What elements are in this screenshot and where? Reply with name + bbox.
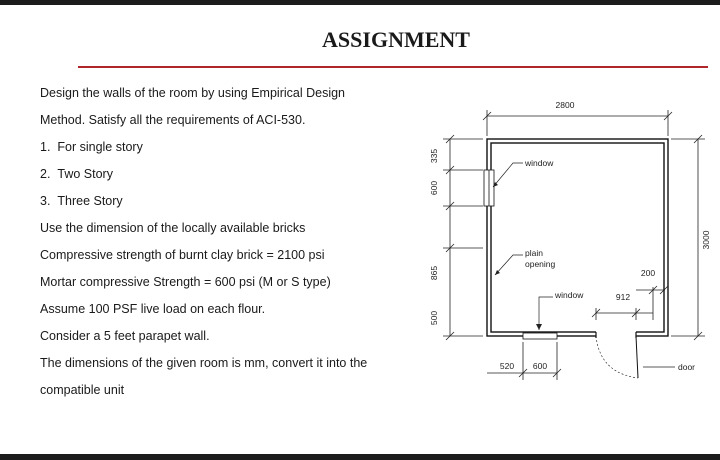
label-window-left bbox=[493, 158, 554, 187]
label-plain-opening bbox=[495, 248, 556, 275]
left-window bbox=[484, 170, 494, 206]
text-line: The dimensions of the given room is mm, convert it into the bbox=[40, 356, 368, 370]
dim-window-912-200 bbox=[592, 268, 668, 320]
bottom-window bbox=[523, 333, 557, 339]
dim-top-2800 bbox=[483, 100, 672, 136]
text-line: Design the walls of the room by using Empirical Design bbox=[40, 86, 345, 100]
list-item-3: 3. Three Story bbox=[40, 194, 123, 208]
svg-text:opening: opening bbox=[525, 259, 556, 269]
dim-label: 600 bbox=[429, 180, 439, 196]
svg-text:window: window bbox=[555, 290, 584, 300]
dim-label: 3000 bbox=[701, 230, 711, 250]
top-bar bbox=[0, 0, 720, 5]
svg-text:window: window bbox=[525, 158, 554, 168]
dim-right-3000 bbox=[671, 135, 711, 340]
dim-label: 2800 bbox=[555, 100, 575, 110]
svg-text:plain: plain bbox=[525, 248, 543, 258]
dim-label: 600 bbox=[532, 361, 548, 371]
dim-label: 912 bbox=[615, 292, 631, 302]
text-line: compatible unit bbox=[40, 383, 125, 397]
dim-label: 200 bbox=[640, 268, 656, 278]
room-floor-plan bbox=[415, 90, 715, 385]
text-line: Method. Satisfy all the requirements of ACI-530. bbox=[40, 113, 306, 127]
text-line: Consider a 5 feet parapet wall. bbox=[40, 329, 210, 343]
dim-bottom-chain bbox=[487, 342, 561, 380]
text-line: Use the dimension of the locally available bricks bbox=[40, 221, 306, 235]
label-door bbox=[643, 362, 695, 372]
svg-text:door: door bbox=[678, 362, 696, 372]
dim-label: 500 bbox=[429, 310, 439, 326]
text-line: Mortar compressive Strength = 600 psi (M or S type) bbox=[40, 275, 331, 289]
dim-left-chain bbox=[429, 135, 483, 340]
label-window-bottom bbox=[536, 290, 584, 330]
text-line: Compressive strength of burnt clay brick = 2100 psi bbox=[40, 248, 325, 262]
room-walls bbox=[487, 139, 668, 336]
text-line: Assume 100 PSF live load on each flour. bbox=[40, 302, 266, 316]
bottom-bar bbox=[0, 454, 720, 460]
dim-label: 520 bbox=[499, 361, 515, 371]
door-swing bbox=[596, 330, 638, 378]
list-item-2: 2. Two Story bbox=[40, 167, 113, 181]
list-item-1: 1. For single story bbox=[40, 140, 143, 154]
dim-label: 335 bbox=[429, 148, 439, 164]
title-rule bbox=[78, 66, 708, 68]
dim-label: 865 bbox=[429, 265, 439, 281]
slide-title: ASSIGNMENT bbox=[322, 27, 470, 52]
